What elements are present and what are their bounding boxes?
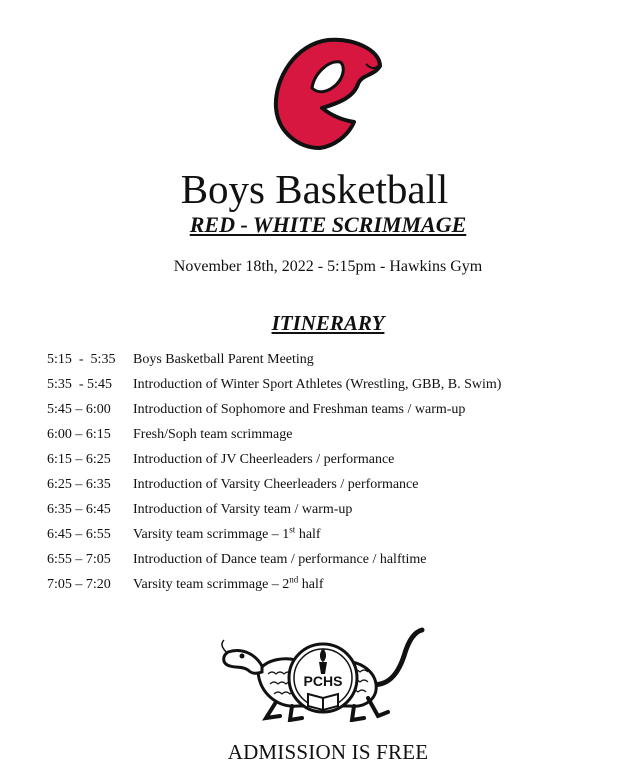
row-event-suffix: half [298, 577, 324, 592]
row-event-text: Introduction of Dance team / performance / halftime [133, 552, 427, 567]
row-event [133, 477, 418, 493]
row-event-text: Introduction of Winter Sport Athletes (Wrestling, GBB, B. Swim) [133, 377, 502, 392]
row-event-text: Boys Basketball Parent Meeting [133, 352, 314, 367]
event-date-line: November 18th, 2022 - 5:15pm - Hawkins Gym [173, 258, 483, 275]
row-time: 6:25 – 6:35 [47, 477, 111, 492]
row-event-suffix: half [295, 527, 321, 542]
schedule-row [47, 574, 607, 602]
row-event [133, 377, 501, 393]
schedule-row [47, 352, 607, 377]
admission-notice: ADMISSION IS FREE [227, 740, 429, 764]
row-time: 6:35 – 6:45 [47, 502, 111, 517]
row-event-ordinal: nd [289, 574, 299, 585]
schedule-row [47, 402, 607, 427]
row-event-text: Introduction of Varsity Cheerleaders / performance [133, 477, 419, 492]
itinerary-heading: ITINERARY [271, 311, 385, 335]
schedule-row [47, 552, 607, 577]
emblem-letters: PCHS [303, 673, 343, 689]
row-event [133, 427, 292, 443]
row-event-text: Varsity team scrimmage – 1 [133, 527, 290, 542]
schedule-row [47, 502, 607, 527]
dragon-tail [368, 630, 422, 685]
row-time: 6:00 – 6:15 [47, 427, 111, 442]
dragon-eye [240, 654, 245, 659]
row-event [133, 402, 465, 418]
schedule-row [47, 477, 607, 502]
row-time: 5:35 - 5:45 [47, 377, 112, 392]
row-time: 6:45 – 6:55 [47, 527, 111, 542]
row-event-text: Varsity team scrimmage – 2 [133, 577, 290, 592]
schedule-row [47, 452, 607, 477]
event-subtitle: RED - WHITE SCRIMMAGE [189, 212, 467, 237]
row-event-ordinal: st [289, 524, 296, 535]
e-letter-shape [276, 40, 380, 148]
row-event [133, 352, 314, 368]
schedule-row [47, 377, 607, 402]
row-event-text: Introduction of Sophomore and Freshman teams / warm-up [133, 402, 466, 417]
school-e-logo [270, 36, 386, 152]
row-event-text: Fresh/Soph team scrimmage [133, 427, 293, 442]
row-event-text: Introduction of Varsity team / warm-up [133, 502, 353, 517]
row-time: 6:15 – 6:25 [47, 452, 111, 467]
row-event [133, 552, 427, 568]
row-event [133, 452, 394, 468]
row-time: 5:45 – 6:00 [47, 402, 111, 417]
itinerary-schedule [47, 352, 607, 602]
page-title: Boys Basketball [180, 166, 449, 212]
schedule-row [47, 427, 607, 452]
row-event [133, 502, 352, 518]
row-time: 6:55 – 7:05 [47, 552, 111, 567]
row-event [133, 574, 324, 593]
dragon-mascot-emblem [218, 622, 428, 722]
schedule-row [47, 524, 607, 552]
row-time: 5:15 - 5:35 [47, 352, 116, 367]
row-event-text: Introduction of JV Cheerleaders / performance [133, 452, 395, 467]
row-time: 7:05 – 7:20 [47, 577, 111, 592]
row-event [133, 524, 321, 543]
